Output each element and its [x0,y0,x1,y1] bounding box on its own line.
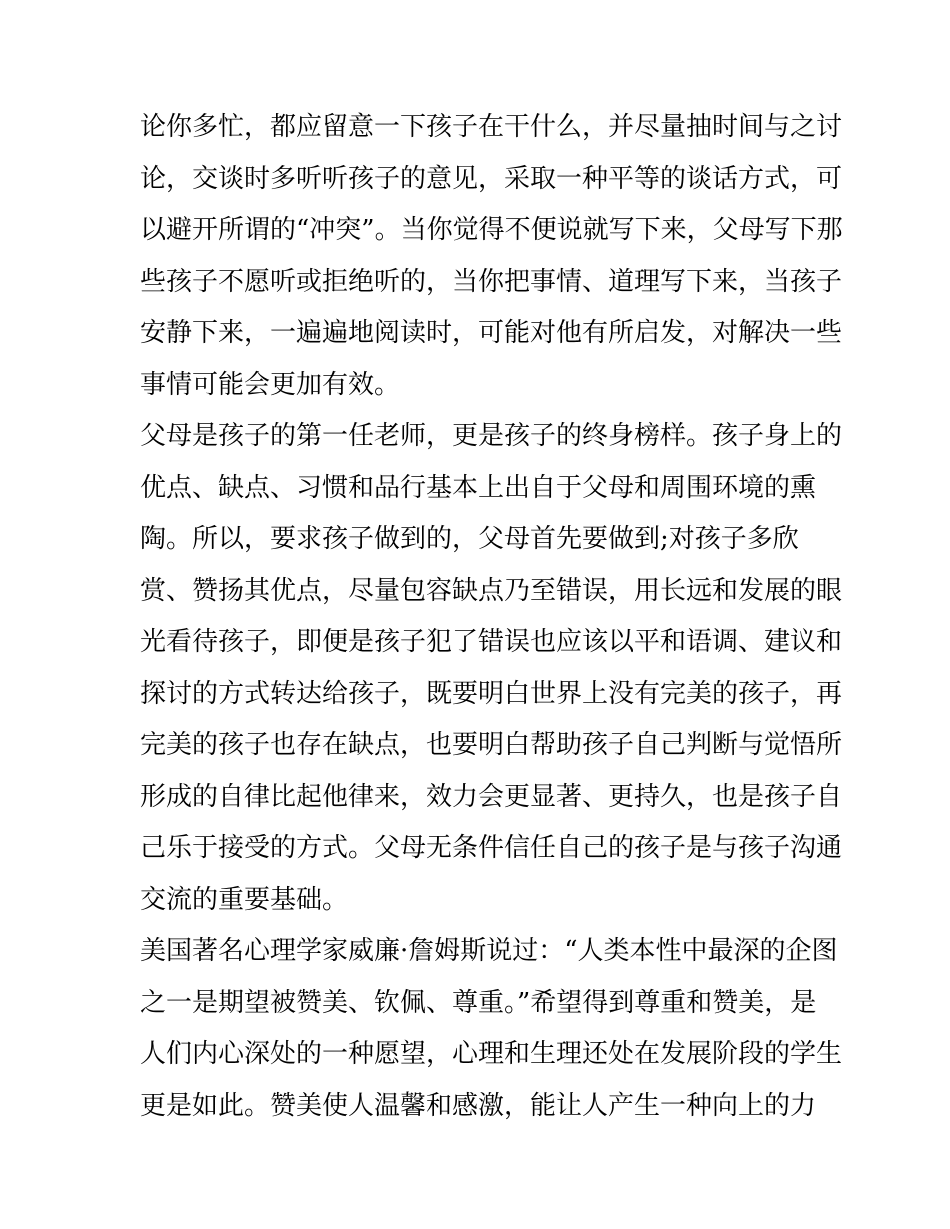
text-line: 事情可能会更加有效。 [140,369,401,400]
text-line: 更是如此。赞美使人温馨和感激，能让人产生一种向上的力 [140,1090,817,1121]
text-line: 美国著名心理学家威廉·詹姆斯说过：“人类本性中最深的企图 [140,936,838,966]
text-line: 父母是孩子的第一任老师，更是孩子的终身榜样。孩子身上的 [140,421,843,451]
text-line: 完美的孩子也存在缺点，也要明白帮助孩子自己判断与觉悟所 [140,730,843,760]
text-line: 陶。所以，要求孩子做到的，父母首先要做到;对孩子多欣 [140,524,799,554]
text-line: 己乐于接受的方式。父母无条件信任自己的孩子是与孩子沟通 [140,833,843,863]
text-line: 安静下来，一遍遍地阅读时，可能对他有所启发，对解决一些 [140,318,843,348]
text-line: 交流的重要基础。 [140,884,349,915]
text-line: 人们内心深处的一种愿望，心理和生理还处在发展阶段的学生 [140,1039,843,1069]
text-line: 探讨的方式转达给孩子，既要明白世界上没有完美的孩子，再 [140,678,843,709]
text-line: 优点、缺点、习惯和品行基本上出自于父母和周围环境的熏 [140,472,817,503]
text-line: 以避开所谓的“冲突”。当你觉得不便说就写下来，父母写下那 [140,215,843,245]
text-line: 形成的自律比起他律来，效力会更显著、更持久，也是孩子自 [140,781,843,812]
body-text [140,102,843,1132]
text-line: 论你多忙，都应留意一下孩子在干什么，并尽量抽时间与之讨 [140,112,843,142]
text-line: 赏、赞扬其优点，尽量包容缺点乃至错误，用长远和发展的眼 [140,575,843,606]
text-line: 之一是期望被赞美、钦佩、尊重。”希望得到尊重和赞美，是 [140,987,817,1018]
text-line: 光看待孩子，即便是孩子犯了错误也应该以平和语调、建议和 [140,627,843,657]
text-line: 论，交谈时多听听孩子的意见，采取一种平等的谈话方式，可 [140,163,843,194]
text-line: 些孩子不愿听或拒绝听的，当你把事情、道理写下来，当孩子 [140,266,843,297]
